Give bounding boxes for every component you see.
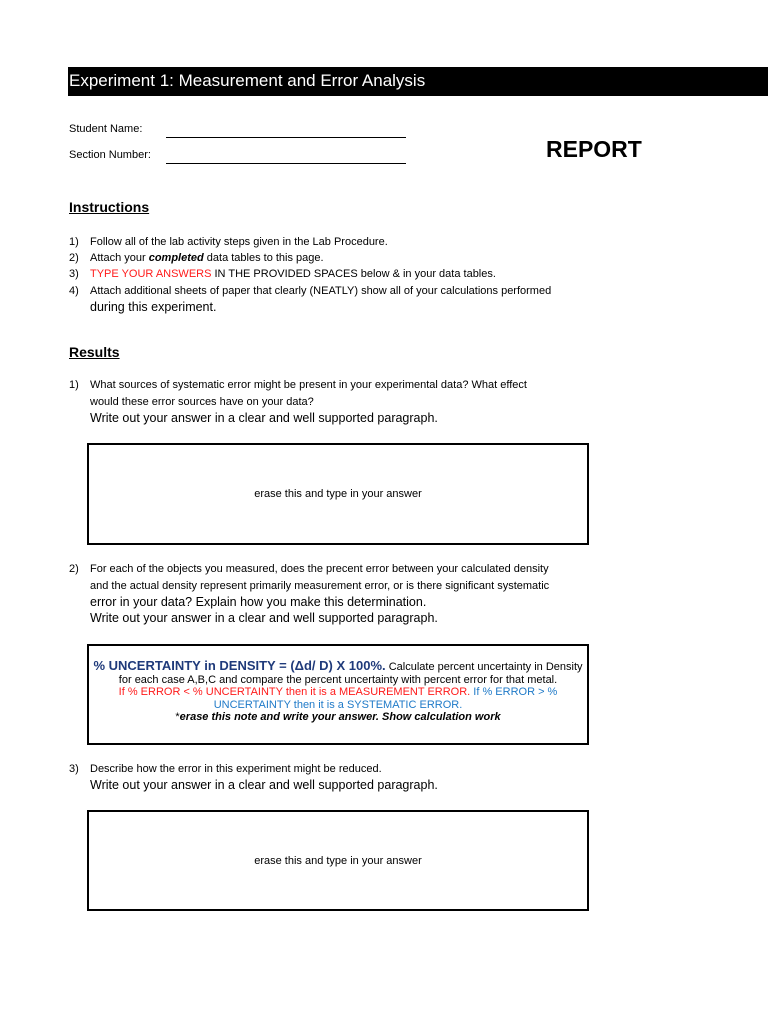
page-title: Experiment 1: Measurement and Error Analysis [69, 71, 426, 90]
question-2-line3: error in your data? Explain how you make this determination. [90, 595, 427, 609]
report-label: REPORT [546, 136, 642, 162]
section-number-label: Section Number: [69, 149, 151, 161]
instructions-heading: Instructions [69, 199, 150, 215]
instruction-2-text [90, 252, 324, 264]
note-star: * [175, 711, 180, 723]
question-3-num: 3) [69, 763, 79, 775]
note-text-1: Calculate percent uncertainty in Density for each case A,B,C and compare the percent uncertainty with percent error for that metal. [118, 661, 583, 686]
question-2-line2: and the actual density represent primarily measurement error, or is there significant systematic [90, 580, 550, 592]
answer-box-2[interactable] [87, 644, 589, 745]
answer-box-2-note[interactable] [89, 646, 587, 724]
instruction-4-line1: Attach additional sheets of paper that clearly (NEATLY) show all of your calculations performed [90, 285, 552, 297]
answer-box-1[interactable] [87, 443, 589, 545]
answer-box-3-text[interactable]: erase this and type in your answer [254, 854, 422, 867]
title-bar [68, 67, 768, 96]
student-name-field[interactable] [166, 137, 406, 138]
question-3-line2: Write out your answer in a clear and well supported paragraph. [90, 778, 438, 792]
question-3-line1: Describe how the error in this experiment might be reduced. [90, 763, 382, 775]
instruction-2-bold: completed [148, 252, 204, 264]
question-2-line4: Write out your answer in a clear and well supported paragraph. [90, 611, 438, 625]
note-formula: = (Δd/ D) X 100%. [275, 658, 386, 673]
question-1-line2: would these error sources have on your data? [90, 396, 314, 408]
instruction-3-post: IN THE PROVIDED SPACES below & in your data tables. [211, 268, 496, 280]
question-2-num: 2) [69, 563, 79, 575]
instruction-3-num: 3) [69, 268, 79, 280]
note-title: % UNCERTAINTY in DENSITY [93, 658, 276, 673]
question-1-line1: What sources of systematic error might be present in your experimental data? What effect [90, 379, 527, 391]
instruction-4-num: 4) [69, 285, 79, 297]
question-1-num: 1) [69, 379, 79, 391]
instruction-4-line2: during this experiment. [90, 300, 217, 314]
answer-box-3[interactable] [87, 810, 589, 911]
section-number-field[interactable] [166, 163, 406, 164]
results-heading: Results [69, 344, 120, 360]
instruction-2-post: data tables to this page. [203, 252, 324, 264]
student-name-label: Student Name: [69, 123, 143, 135]
instruction-3-red: TYPE YOUR ANSWERS [90, 268, 212, 280]
instruction-2-pre: Attach your [90, 252, 149, 264]
instruction-1-text: Follow all of the lab activity steps given in the Lab Procedure. [90, 236, 388, 248]
note-blue: If % ERROR > % UNCERTAINTY then it is a SYSTEMATIC ERROR. [213, 686, 558, 711]
question-1-line3: Write out your answer in a clear and well supported paragraph. [90, 411, 438, 425]
question-2-line1: For each of the objects you measured, does the precent error between your calculated density [90, 563, 549, 575]
instruction-2-num: 2) [69, 252, 79, 264]
note-red: If % ERROR < % UNCERTAINTY then it is a MEASUREMENT ERROR. [118, 686, 471, 698]
instruction-1-num: 1) [69, 236, 79, 248]
answer-box-1-text[interactable]: erase this and type in your answer [254, 488, 422, 500]
report-label-clip [546, 136, 642, 166]
instruction-3-text [90, 268, 496, 280]
note-bold: erase this note and write your answer. Show calculation work [179, 711, 501, 723]
